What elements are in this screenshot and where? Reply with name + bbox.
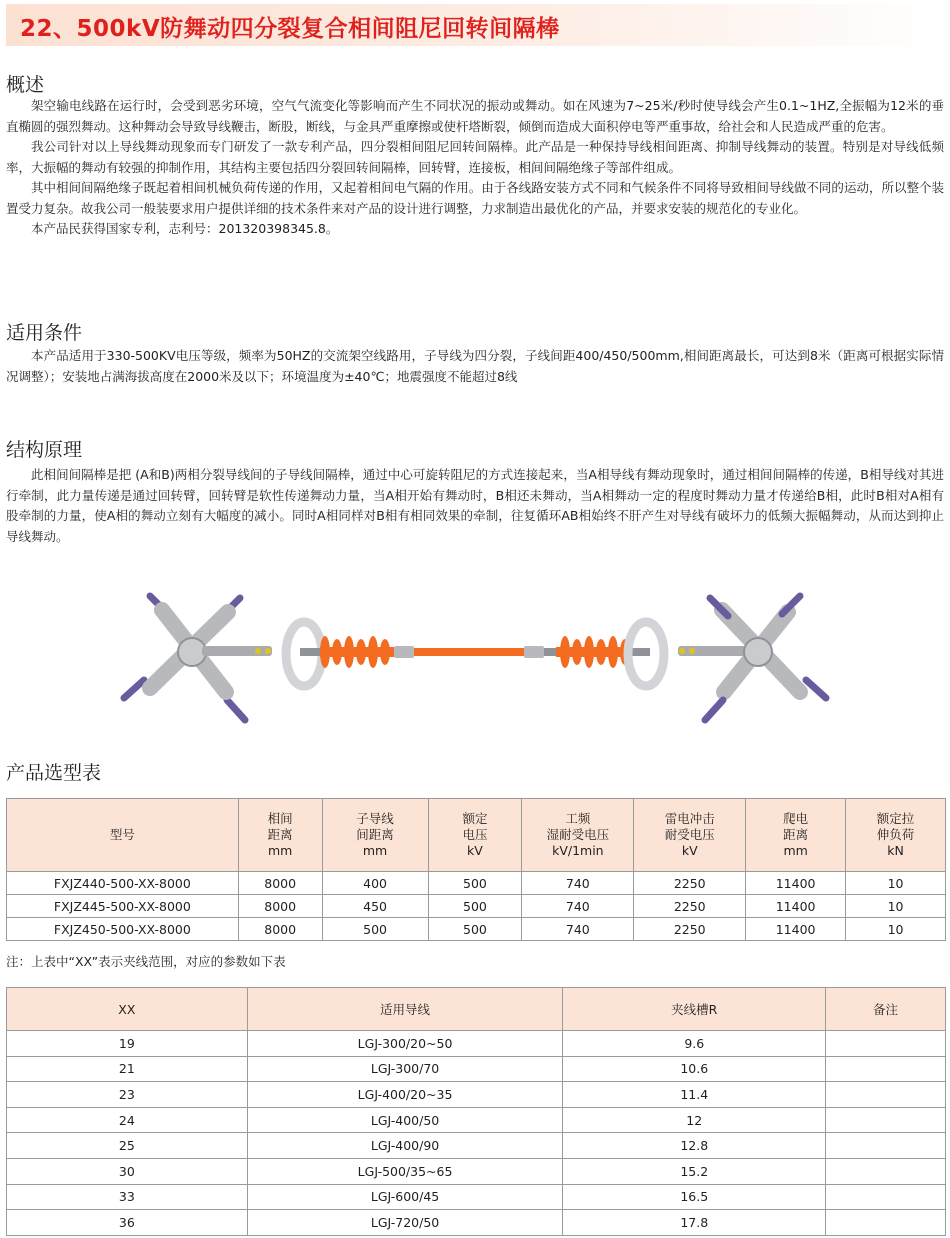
table-cell: 11.4 bbox=[563, 1082, 826, 1108]
header-line: 相间 bbox=[267, 811, 293, 826]
table-row bbox=[7, 1184, 946, 1210]
table-cell: 15.2 bbox=[563, 1158, 826, 1184]
table-cell bbox=[826, 1184, 946, 1210]
table-cell bbox=[826, 1210, 946, 1236]
table-cell bbox=[826, 1133, 946, 1159]
table-cell: 36 bbox=[7, 1210, 248, 1236]
table-row bbox=[7, 1031, 946, 1057]
table-cell: 12.8 bbox=[563, 1133, 826, 1159]
header-line: 伸负荷 bbox=[876, 827, 915, 842]
overview-paragraph: 架空输电线路在运行时，会受到恶劣环境，空气气流变化等影响而产生不同状况的振动或舞动。如在风速为7~25米/秒时使导线会产生0.1~1HZ,全振幅为12米的垂直椭圆的强烈舞动。这种舞动会导致导线鞭击，断股，断线，与金具严重摩擦或使杆塔断裂，倾倒而造成大面积停电等严重事故，给社会和人民造成严重的危害。 bbox=[6, 98, 944, 134]
selection-table bbox=[6, 798, 946, 941]
header-unit: mm bbox=[267, 843, 293, 858]
left-insulator-sheds bbox=[320, 636, 394, 668]
table-cell: 500 bbox=[428, 918, 522, 941]
table-cell: LGJ-400/20~35 bbox=[247, 1082, 563, 1108]
column-header bbox=[634, 799, 746, 872]
header-line: 耐受电压 bbox=[664, 827, 715, 842]
table-cell: LGJ-600/45 bbox=[247, 1184, 563, 1210]
table-cell: LGJ-720/50 bbox=[247, 1210, 563, 1236]
left-spacer-clamp-assembly bbox=[124, 596, 272, 720]
table-cell bbox=[826, 1056, 946, 1082]
column-header bbox=[238, 799, 322, 872]
header-line: 电压 bbox=[462, 827, 488, 842]
table-cell: 30 bbox=[7, 1158, 248, 1184]
table-cell: LGJ-400/90 bbox=[247, 1133, 563, 1159]
table-header-row bbox=[7, 988, 946, 1031]
right-insulator-sheds bbox=[556, 636, 630, 668]
table-row bbox=[7, 1133, 946, 1159]
table-cell: 2250 bbox=[634, 872, 746, 895]
header-line: 子导线 bbox=[356, 811, 394, 826]
table-cell: 500 bbox=[322, 918, 428, 941]
table-cell: 2250 bbox=[634, 918, 746, 941]
product-illustration bbox=[110, 586, 840, 736]
table-cell: 8000 bbox=[238, 895, 322, 918]
table-cell: 11400 bbox=[746, 872, 846, 895]
table-cell: 10 bbox=[846, 918, 946, 941]
table-cell bbox=[826, 1031, 946, 1057]
table-cell: 2250 bbox=[634, 895, 746, 918]
header-line: 雷电冲击 bbox=[664, 811, 715, 826]
table-cell bbox=[826, 1158, 946, 1184]
table-cell: 10.6 bbox=[563, 1056, 826, 1082]
left-end-fitting bbox=[394, 646, 414, 658]
overview-paragraph: 本产品民获得国家专利，志利号：201320398345.8。 bbox=[31, 221, 339, 236]
table-cell: 740 bbox=[522, 872, 634, 895]
table-cell: 8000 bbox=[238, 918, 322, 941]
table-cell: 12 bbox=[563, 1107, 826, 1133]
table-cell: 21 bbox=[7, 1056, 248, 1082]
table-cell: FXJZ450-500-XX-8000 bbox=[7, 918, 239, 941]
table-cell: LGJ-500/35~65 bbox=[247, 1158, 563, 1184]
table-cell: 400 bbox=[322, 872, 428, 895]
table-cell: 740 bbox=[522, 895, 634, 918]
header-unit: kN bbox=[887, 843, 904, 858]
table-row bbox=[7, 1082, 946, 1108]
table-cell: 17.8 bbox=[563, 1210, 826, 1236]
table-cell: FXJZ440-500-XX-8000 bbox=[7, 872, 239, 895]
table-cell: LGJ-300/20~50 bbox=[247, 1031, 563, 1057]
table-cell: 23 bbox=[7, 1082, 248, 1108]
table-cell: 10 bbox=[846, 872, 946, 895]
table-cell: 740 bbox=[522, 918, 634, 941]
table-cell: 11400 bbox=[746, 895, 846, 918]
selection-heading: 产品选型表 bbox=[6, 762, 102, 784]
header-unit: mm bbox=[362, 843, 388, 858]
table-row bbox=[7, 1107, 946, 1133]
header-unit: kV bbox=[467, 843, 483, 858]
table-cell: 8000 bbox=[238, 872, 322, 895]
table-cell: 33 bbox=[7, 1184, 248, 1210]
header-line: 额定拉 bbox=[876, 811, 915, 826]
header-line: 间距离 bbox=[356, 827, 394, 842]
header-line: 距离 bbox=[783, 827, 809, 842]
overview-paragraph: 其中相间间隔绝缘子既起着相间机械负荷传递的作用，又起着相间电气隔的作用。由于各线路安装方式不同和气候条件不同将导致相间导线做不同的运动，所以整个装置受力复杂。故我公司一般装要求用户提供详细的技术条件来对产品的设计进行调整，力求制造出最优化的产品，并要求安装的规范化的专业化。 bbox=[6, 180, 944, 216]
header-line: 型号 bbox=[109, 827, 135, 842]
header-line: 湿耐受电压 bbox=[546, 827, 610, 842]
table-cell: 16.5 bbox=[563, 1184, 826, 1210]
table-row bbox=[7, 895, 946, 918]
page-title: 22、500kV防舞动四分裂复合相间阻尼回转间隔棒 bbox=[20, 16, 560, 42]
conditions-text bbox=[6, 346, 944, 387]
column-header bbox=[322, 799, 428, 872]
table-cell: 25 bbox=[7, 1133, 248, 1159]
column-header bbox=[846, 799, 946, 872]
header-line: 额定 bbox=[462, 811, 488, 826]
table-cell bbox=[826, 1107, 946, 1133]
right-spacer-clamp-assembly bbox=[678, 596, 826, 720]
table-cell: 450 bbox=[322, 895, 428, 918]
principle-paragraph: 此相间间隔棒是把 (A和B)两相分裂导线间的子导线间隔棒，通过中心可旋转阻尼的方式连接起来，当A相导线有舞动现象时，通过相间间隔棒的传递，B相导线对其进行牵制，此力量传递是通过回转臂，回转臂是软性传递舞动力量，当A相开始有舞动时，B相还未舞动，当A相舞动一定的程度时舞动力量才传递给B相，此时B相对A相有股牵制的力量，使A相的舞动立刻有大幅度的减小。同时A相同样对B相有相同效果的牵制，往复循环AB相始终不肝产生对导线有破坏力的低频大振幅舞动，从而达到抑止导线舞动。 bbox=[6, 467, 944, 544]
table-note: 注：上表中“XX”表示夹线范围，对应的参数如下表 bbox=[6, 954, 286, 969]
table-cell: FXJZ445-500-XX-8000 bbox=[7, 895, 239, 918]
principle-heading: 结构原理 bbox=[6, 439, 83, 461]
header-line: 距离 bbox=[267, 827, 293, 842]
principle-text bbox=[6, 465, 944, 547]
table-row bbox=[7, 1158, 946, 1184]
title-bar bbox=[6, 4, 944, 46]
table-cell: 500 bbox=[428, 895, 522, 918]
table-header-row bbox=[7, 799, 946, 872]
table-row bbox=[7, 1056, 946, 1082]
table-cell: 9.6 bbox=[563, 1031, 826, 1057]
table-cell: LGJ-400/50 bbox=[247, 1107, 563, 1133]
table-row bbox=[7, 918, 946, 941]
header-line: 爬电 bbox=[783, 811, 809, 826]
column-header: 适用导线 bbox=[247, 988, 563, 1031]
table-cell: 10 bbox=[846, 895, 946, 918]
column-header: 备注 bbox=[826, 988, 946, 1031]
column-header bbox=[428, 799, 522, 872]
column-header bbox=[746, 799, 846, 872]
overview-text bbox=[6, 96, 944, 240]
overview-heading: 概述 bbox=[6, 74, 45, 96]
header-unit: kV bbox=[681, 843, 698, 858]
header-line: 工频 bbox=[565, 811, 591, 826]
clamp-range-table bbox=[6, 987, 946, 1236]
table-row bbox=[7, 1210, 946, 1236]
middle-insulator-rod bbox=[414, 648, 524, 656]
column-header bbox=[522, 799, 634, 872]
column-header: XX bbox=[7, 988, 248, 1031]
table-cell: 11400 bbox=[746, 918, 846, 941]
table-cell: 19 bbox=[7, 1031, 248, 1057]
table-cell bbox=[826, 1082, 946, 1108]
header-unit: kV/1min bbox=[552, 843, 604, 858]
right-end-fitting bbox=[524, 646, 544, 658]
overview-paragraph: 我公司针对以上导线舞动现象而专门研发了一款专利产品，四分裂相间阻尼回转间隔棒。此产品是一种保持导线相间距离、抑制导线舞动的装置。特别是对导线低频率，大振幅的舞动有较强的抑制作用，其结构主要包括四分裂回转间隔棒，回转臂，连接板，相间间隔绝缘子等部件组成。 bbox=[6, 139, 944, 175]
conditions-heading: 适用条件 bbox=[6, 322, 83, 344]
table-cell: LGJ-300/70 bbox=[247, 1056, 563, 1082]
column-header: 夹线槽R bbox=[563, 988, 826, 1031]
header-unit: mm bbox=[783, 843, 808, 858]
conditions-paragraph: 本产品适用于330-500KV电压等级，频率为50HZ的交流架空线路用，子导线为四分裂，子线间距400/450/500mm,相间距离最长，可达到8米（距离可根据实际情况调整）；安装地占满海拔高度在2000米及以下；环境温度为±40℃；地震强度不能超过8线 bbox=[6, 348, 944, 384]
table-row bbox=[7, 872, 946, 895]
table-cell: 500 bbox=[428, 872, 522, 895]
column-header bbox=[7, 799, 239, 872]
table-cell: 24 bbox=[7, 1107, 248, 1133]
